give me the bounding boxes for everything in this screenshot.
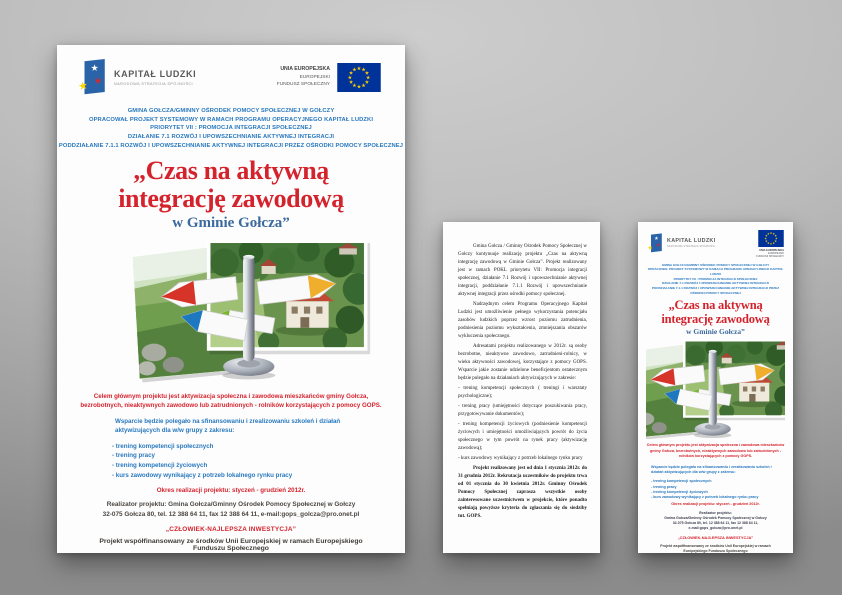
poster-subtitle: w Gminie Gołcza” — [172, 214, 290, 231]
kapital-ludzki-logo — [647, 233, 715, 253]
kapital-ludzki-title: KAPITAŁ LUDZKI — [114, 68, 197, 79]
leaflet-small — [638, 222, 793, 553]
eu-funding-logo — [756, 230, 784, 259]
goal-text: Celem głównym projektu jest aktywizacja społeczna i zawodowa mieszkańców gminy Gołcza, bezrobotnych, nieaktywnych zawodowo lub zatrudnionych - rolników korzystających z pomocy GOPS. — [646, 442, 785, 459]
article-paragraph: Nadrzędnym celem Programu Operacyjnego Kapitał Ludzki jest umożliwienie pełnego wykorzystania potencjału zasobów ludzkich poprzez wzrost poziomu zatrudnienia, podniesienia poziomu wykształcenia, zmniejszania obszarów wykluczenia społecznego. — [458, 302, 587, 339]
trainings-list — [112, 442, 375, 480]
kapital-ludzki-subtitle: NARODOWA STRATEGIA SPÓJNOŚCI — [114, 80, 193, 86]
article-list-item: - kurs zawodowy wynikający z potrzeb lokalnego rynku pracy — [458, 456, 583, 461]
project-period: Okres realizacji projektu: styczeń - grudzień 2012r. — [671, 501, 760, 506]
kapital-ludzki-title: KAPITAŁ LUDZKI — [667, 238, 716, 244]
article-list-item: - trening kompetencji życiowych (podniesienie kompetencji życiowych i umiejętności umożliwiających powrót do życia społecznego w tym powrót na rynek pracy (aktywizację zawodową); — [458, 422, 587, 451]
eu-caption-line3: FUNDUSZ SPOŁECZNY — [756, 255, 784, 259]
kapital-ludzki-subtitle: NARODOWA STRATEGIA SPÓJNOŚCI — [667, 245, 716, 248]
realizator-label: Realizator projektu: — [699, 510, 732, 515]
list-item: - trening pracy — [651, 484, 677, 489]
kapital-ludzki-logo — [77, 58, 196, 96]
trainings-list — [651, 479, 786, 500]
program-header-line: GMINA GOŁCZA/GMINNY OŚRODEK POMOCY SPOŁECZNEJ W GOŁCZY — [661, 262, 770, 267]
list-item: - kurs zawodowy wynikający z potrzeb lokalnego rynku pracy — [651, 495, 759, 500]
support-intro: Wsparcie będzie polegało na sfinansowaniu i zrealizowaniu szkoleń i działań aktywizujących dla w/w grupy z zakresu: — [115, 418, 341, 435]
motto: „CZŁOWIEK-NAJLEPSZA INWESTYCJA” — [677, 535, 754, 541]
article-list-item: - trening pracy (umiejętności dotyczące poszukiwania pracy, przygotowywanie dokumentów); — [458, 404, 587, 417]
eu-caption-line2: EUROPEJSKI — [768, 252, 784, 255]
program-header-line: OPRACOWAŁ PROJEKT SYSTEMOWY W RAMACH PROGRAMU OPERACYJNEGO KAPITAŁ LUDZKI — [647, 267, 784, 277]
leaflet-logos-header — [638, 222, 793, 259]
article-paragraph: Gmina Gołcza / Gminny Ośrodek Pomocy Społecznej w Gołczy kontynuuje realizację projektu „Czas na aktywną integrację zawodową w Gminie Gołcza”. Projekt realizowany jest w ramach POKL priorytetu VII: Promocja integracji społecznej, działanie 7.1 Rozwój i upowszechnianie aktywnej integracji, poddziałanie 7.1.1 Rozwój i upowszechnianie aktywnej integracji przez ośrodki pomocy społecznej. — [458, 244, 587, 297]
realizator-info — [638, 511, 793, 531]
program-header-line: DZIAŁANIE 7.1 ROZWÓJ I UPOWSZECHNIANIE AKTYWNEJ INTEGRACJI — [662, 281, 769, 286]
poster-title — [57, 157, 405, 212]
goal-text: Celem głównym projektu jest aktywizacja społeczna i zawodowa mieszkańców gminy Gołcza, bezrobotnych, nieaktywnych zawodowo lub zatrudnionych - rolników korzystających z pomocy GOPS. — [80, 392, 382, 409]
realizator-line2: 32-075 Gołcza 80, tel. 12 388 64 11, fax 12 388 64 11, e-mail:gops_golcza@pro.onet.pl — [102, 510, 360, 518]
realizator-line3: e-mail:gops_golcza@pro.onet.pl — [688, 525, 743, 530]
realizator-line1: Gmina Gołcza/Gminny Ośrodek Pomocy Społecznej w Gołczy — [664, 515, 767, 520]
kapital-ludzki-flag-icon — [77, 58, 107, 96]
poster-title-line2: integrację zawodową — [118, 183, 344, 213]
article-paragraph: Adresatami projektu realizowanego w 2012r. są osoby bezrobotne, nieaktywne zawodowo, zatrudnieni-rolnicy, w wieku aktywności zawodowej, korzystające z pomocy GOPS. Wsparcie jakie zostanie udzielone beneficjentom ostatecznym będzie polegało na działaniach aktywizujących w zakresie: — [458, 344, 587, 381]
cofinance-line2: Europejskiego Funduszu Społecznego — [683, 549, 748, 553]
kapital-ludzki-flag-icon — [647, 233, 663, 253]
eu-caption — [277, 66, 330, 88]
list-item: - trening pracy — [112, 452, 155, 460]
kapital-ludzki-text — [114, 69, 196, 86]
kapital-ludzki-text — [667, 238, 715, 248]
signpost-illustration — [646, 339, 785, 439]
leaflet-subtitle: w Gminie Gołcza” — [686, 326, 745, 336]
program-header-line: PRIORYTET VII : PROMOCJA INTEGRACJI SPOŁECZNEJ — [673, 276, 758, 281]
realizator-line1: Realizator projektu: Gmina Gołcza/Gminny Ośrodek Pomocy Społecznej w Gołczy — [106, 501, 356, 509]
eu-flag-icon — [337, 63, 381, 92]
list-item: - trening kompetencji społecznych — [651, 479, 712, 484]
program-header-line: PODDZIAŁANIE 7.1.1 ROZWÓJ I UPOWSZECHNIANIE AKTYWNEJ INTEGRACJI PRZEZ OŚRODKI POMOCY SPOŁECZNEJ — [58, 142, 404, 149]
program-header-line: PRIORYTET VII : PROMOCJA INTEGRACJI SPOŁECZNEJ — [150, 125, 312, 132]
eu-caption-line3: FUNDUSZ SPOŁECZNY — [276, 81, 330, 87]
program-header-line: GMINA GOŁCZA/GMINNY OŚRODEK POMOCY SPOŁECZNEJ W GOŁCZY — [127, 108, 335, 114]
program-header-lines — [57, 107, 405, 150]
poster-large — [57, 45, 405, 553]
poster-title-line1: „Czas na aktywną — [133, 156, 329, 186]
support-intro: Wsparcie będzie polegało na sfinansowaniu i zrealizowaniu szkoleń i działań aktywizujących dla w/w grupy z zakresu: — [651, 464, 772, 474]
eu-caption-line2: EUROPEJSKI — [299, 74, 330, 80]
cofinance-note: Projekt współfinansowany ze środków Unii Europejskiej w ramach Europejskiego Funduszu Społecznego — [99, 538, 363, 553]
eu-flag-icon — [758, 230, 784, 247]
leaflet-title-line2: integrację zawodową — [661, 311, 770, 326]
motto: „CZŁOWIEK-NAJLEPSZA INWESTYCJA” — [165, 526, 297, 534]
eu-caption — [756, 249, 784, 259]
leaflet-title-line1: „Czas na aktywną — [668, 298, 763, 313]
article-paragraph: Projekt realizowany jest od dnia 1 stycznia 2012r. do 31 grudnia 2012r. Rekrutacja uczestników do projektu trwa od 01 stycznia do 30 kwietnia 2012r. Gminny Ośrodek Pomocy Społecznej zaprasza wszystkie osoby zainteresowane uczestnictwem w projekcie, które ponadto spełniają powyższe kryteria do zgłaszania się do siedziby tut. GOPS. — [458, 466, 587, 519]
signpost-illustration — [107, 236, 395, 386]
program-header-line: PODDZIAŁANIE 7.1.1 ROZWÓJ I UPOWSZECHNIANIE AKTYWNEJ INTEGRACJI PRZEZ OŚRODKI POMOCY SPOŁECZNEJ — [651, 285, 780, 295]
logos-header — [57, 45, 405, 96]
list-item: - trening kompetencji społecznych — [112, 442, 214, 450]
leaflet-title — [638, 299, 793, 326]
realizator-line2: 32-075 Gołcza 80, tel. 12 388 64 11, fax 12 388 64 11, — [672, 520, 759, 525]
eu-funding-logo — [277, 63, 381, 92]
program-header-line: DZIAŁANIE 7.1 ROZWÓJ I UPOWSZECHNIANIE AKTYWNEJ INTEGRACJI — [127, 134, 335, 141]
program-header-line: OPRACOWAŁ PROJEKT SYSTEMOWY W RAMACH PROGRAMU OPERACYJNEGO KAPITAŁ LUDZKI — [88, 116, 374, 123]
cofinance-line1: Projekt współfinansowany ze środków Unii Europejskiej w ramach — [660, 544, 771, 549]
eu-caption-line1: UNIA EUROPEJSKA — [280, 65, 330, 72]
list-item: - trening kompetencji życiowych — [112, 461, 208, 469]
article-list-item: - trening kompetencji społecznych ( treningi i warsztaty psychologiczne); — [458, 386, 587, 399]
realizator-info — [57, 500, 405, 519]
cofinance-note — [638, 544, 793, 553]
list-item: - trening kompetencji życiowych — [651, 490, 708, 495]
press-article-page — [443, 222, 600, 553]
project-period: Okres realizacji projektu: styczeń - grudzień 2012r. — [156, 487, 306, 495]
list-item: - kurs zawodowy wynikający z potrzeb lokalnego rynku pracy — [112, 471, 293, 479]
eu-caption-line1: UNIA EUROPEJSKA — [759, 248, 784, 252]
program-header-lines — [638, 263, 793, 295]
